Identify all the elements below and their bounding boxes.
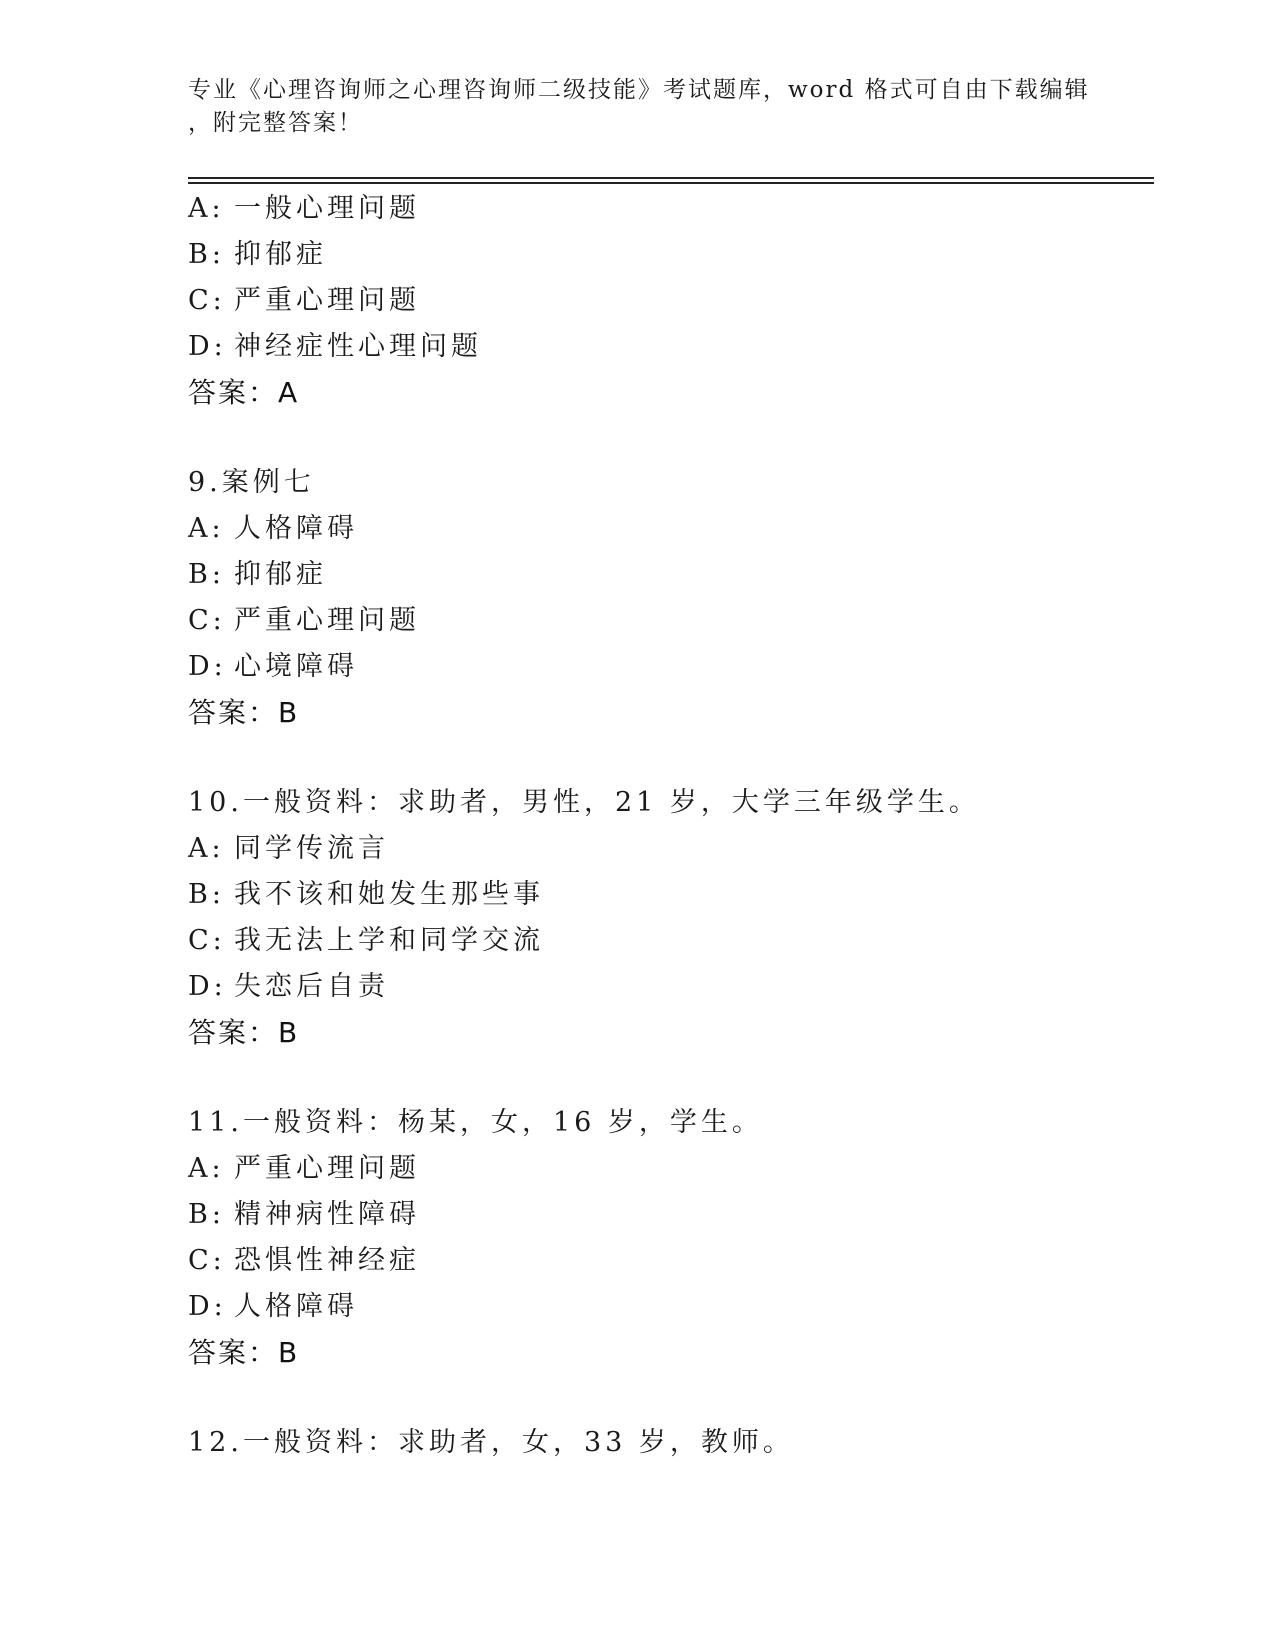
option-key: C: (188, 925, 226, 956)
option-text: 抑郁症 (234, 559, 327, 590)
question-block-11 (188, 1100, 1148, 1376)
question-title: 11.一般资料：杨某，女，16 岁，学生。 (188, 1107, 763, 1138)
option-text: 恐惧性神经症 (234, 1245, 420, 1276)
option-key: B: (188, 879, 225, 910)
answer-line: 答案：B (188, 1016, 300, 1049)
option-key: D: (188, 971, 227, 1002)
option-text: 抑郁症 (234, 239, 327, 270)
option-text: 一般心理问题 (234, 193, 420, 224)
header-line-1: 专业《心理咨询师之心理咨询师二级技能》考试题库，word 格式可自由下载编辑 (188, 77, 1090, 103)
option-d (188, 964, 1148, 1010)
option-text: 严重心理问题 (234, 285, 420, 316)
option-key: A: (188, 193, 225, 224)
option-text: 严重心理问题 (234, 1153, 420, 1184)
option-text: 人格障碍 (234, 513, 358, 544)
option-a (188, 186, 1148, 232)
answer-line: 答案：B (188, 696, 300, 729)
option-key: A: (188, 513, 225, 544)
option-text: 心境障碍 (234, 651, 358, 682)
document-header (188, 74, 1090, 140)
option-text: 人格障碍 (234, 1291, 358, 1322)
option-d (188, 1284, 1148, 1330)
option-text: 严重心理问题 (234, 605, 420, 636)
header-line-2: ，附完整答案！ (188, 110, 363, 136)
question-title: 10.一般资料：求助者，男性，21 岁，大学三年级学生。 (188, 787, 980, 818)
option-key: C: (188, 285, 226, 316)
answer-line: 答案：B (188, 1336, 300, 1369)
option-b (188, 872, 1148, 918)
option-text: 精神病性障碍 (234, 1199, 420, 1230)
block-spacer (188, 1376, 1148, 1420)
option-key: D: (188, 651, 227, 682)
block-spacer (188, 736, 1148, 780)
option-key: D: (188, 331, 227, 362)
header-divider-top (188, 177, 1154, 179)
option-c (188, 1238, 1148, 1284)
option-a (188, 1146, 1148, 1192)
question-title: 12.一般资料：求助者，女，33 岁，教师。 (188, 1427, 794, 1458)
option-c (188, 278, 1148, 324)
option-key: B: (188, 239, 225, 270)
question-block-10 (188, 780, 1148, 1056)
header-divider-bottom (188, 182, 1154, 184)
option-text: 神经症性心理问题 (234, 331, 482, 362)
option-a (188, 506, 1148, 552)
question-list (188, 186, 1148, 1466)
answer-line: 答案：A (188, 376, 300, 409)
option-text: 我不该和她发生那些事 (234, 879, 544, 910)
option-b (188, 232, 1148, 278)
option-b (188, 1192, 1148, 1238)
block-spacer (188, 1056, 1148, 1100)
option-c (188, 598, 1148, 644)
option-d (188, 644, 1148, 690)
option-key: C: (188, 605, 226, 636)
option-b (188, 552, 1148, 598)
option-a (188, 826, 1148, 872)
option-key: D: (188, 1291, 227, 1322)
question-title: 9.案例七 (188, 467, 315, 498)
option-key: B: (188, 559, 225, 590)
question-block-9 (188, 460, 1148, 736)
option-key: B: (188, 1199, 225, 1230)
option-key: A: (188, 1153, 225, 1184)
question-block-12 (188, 1420, 1148, 1466)
option-d (188, 324, 1148, 370)
question-block-8 (188, 186, 1148, 416)
option-key: A: (188, 833, 225, 864)
option-key: C: (188, 1245, 226, 1276)
option-text: 失恋后自责 (234, 971, 389, 1002)
option-text: 我无法上学和同学交流 (234, 925, 544, 956)
option-text: 同学传流言 (234, 833, 389, 864)
option-c (188, 918, 1148, 964)
block-spacer (188, 416, 1148, 460)
